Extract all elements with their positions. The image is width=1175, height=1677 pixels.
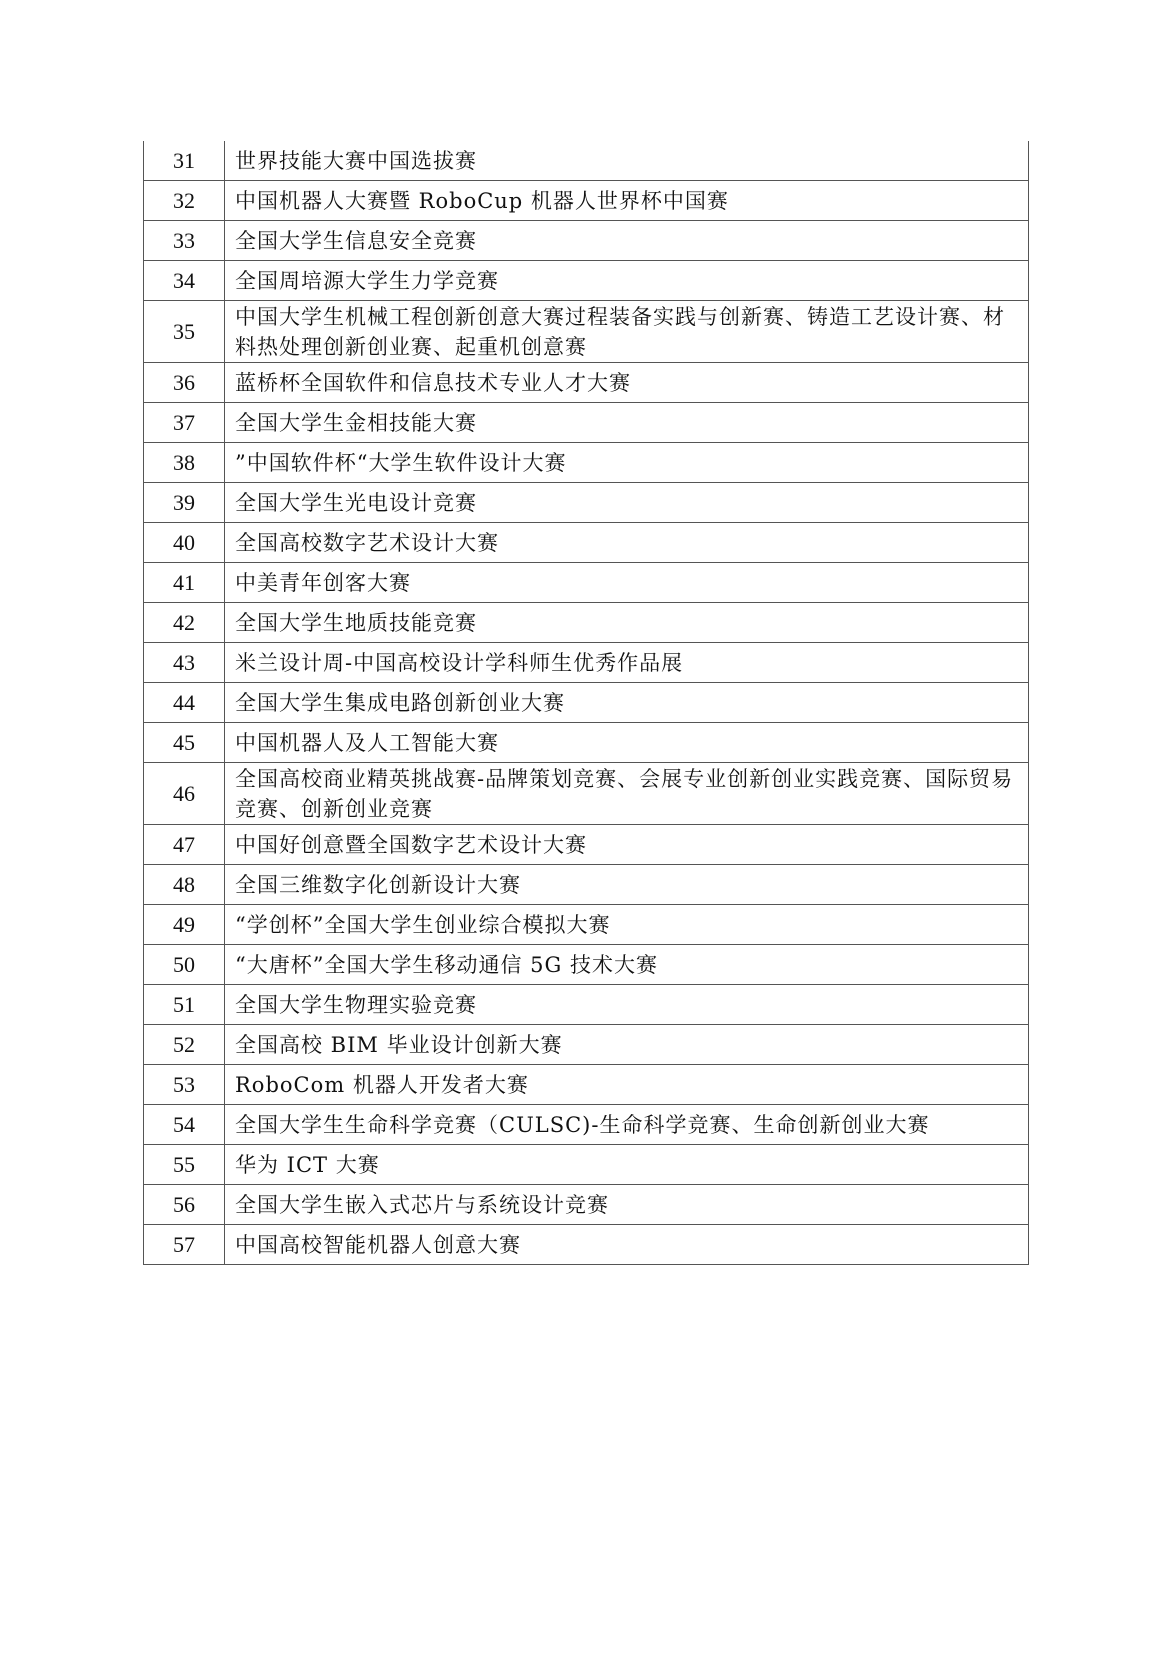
competition-name: 全国周培源大学生力学竞赛 — [225, 261, 1029, 301]
competition-name: 全国高校数字艺术设计大赛 — [225, 523, 1029, 563]
table-row — [144, 643, 1029, 683]
table-row — [144, 1225, 1029, 1265]
table-row — [144, 1105, 1029, 1145]
table-row — [144, 1065, 1029, 1105]
row-number: 53 — [144, 1065, 225, 1105]
competition-name: 全国大学生地质技能竞赛 — [225, 603, 1029, 643]
row-number: 36 — [144, 363, 225, 403]
row-number: 44 — [144, 683, 225, 723]
table-row — [144, 723, 1029, 763]
table-row — [144, 363, 1029, 403]
competition-table — [143, 141, 1029, 1265]
row-number: 37 — [144, 403, 225, 443]
table-row — [144, 403, 1029, 443]
table-row — [144, 483, 1029, 523]
competition-name: 全国大学生光电设计竞赛 — [225, 483, 1029, 523]
row-number: 52 — [144, 1025, 225, 1065]
row-number: 41 — [144, 563, 225, 603]
competition-name: “大唐杯”全国大学生移动通信 5G 技术大赛 — [225, 945, 1029, 985]
table-row — [144, 141, 1029, 181]
row-number: 40 — [144, 523, 225, 563]
table-row — [144, 563, 1029, 603]
row-number: 42 — [144, 603, 225, 643]
row-number: 48 — [144, 865, 225, 905]
row-number: 33 — [144, 221, 225, 261]
competition-name: 蓝桥杯全国软件和信息技术专业人才大赛 — [225, 363, 1029, 403]
row-number: 55 — [144, 1145, 225, 1185]
competition-name: 中国机器人大赛暨 RoboCup 机器人世界杯中国赛 — [225, 181, 1029, 221]
table-row — [144, 603, 1029, 643]
row-number: 45 — [144, 723, 225, 763]
table-row — [144, 301, 1029, 363]
competition-name: 中美青年创客大赛 — [225, 563, 1029, 603]
competition-name: 中国高校智能机器人创意大赛 — [225, 1225, 1029, 1265]
row-number: 32 — [144, 181, 225, 221]
row-number: 50 — [144, 945, 225, 985]
row-number: 57 — [144, 1225, 225, 1265]
competition-name: 全国三维数字化创新设计大赛 — [225, 865, 1029, 905]
table-row — [144, 443, 1029, 483]
table-row — [144, 985, 1029, 1025]
competition-name: 中国机器人及人工智能大赛 — [225, 723, 1029, 763]
row-number: 34 — [144, 261, 225, 301]
row-number: 46 — [144, 763, 225, 825]
table-row — [144, 1185, 1029, 1225]
row-number: 47 — [144, 825, 225, 865]
competition-name: 全国大学生嵌入式芯片与系统设计竞赛 — [225, 1185, 1029, 1225]
competition-name: 中国好创意暨全国数字艺术设计大赛 — [225, 825, 1029, 865]
row-number: 51 — [144, 985, 225, 1025]
row-number: 56 — [144, 1185, 225, 1225]
table-row — [144, 945, 1029, 985]
table-row — [144, 905, 1029, 945]
table-row — [144, 1025, 1029, 1065]
table-row — [144, 763, 1029, 825]
table-row — [144, 523, 1029, 563]
competition-name: 全国大学生信息安全竞赛 — [225, 221, 1029, 261]
row-number: 54 — [144, 1105, 225, 1145]
row-number: 38 — [144, 443, 225, 483]
competition-name: 全国大学生物理实验竞赛 — [225, 985, 1029, 1025]
table-row — [144, 1145, 1029, 1185]
row-number: 35 — [144, 301, 225, 363]
competition-name: 米兰设计周-中国高校设计学科师生优秀作品展 — [225, 643, 1029, 683]
table-row — [144, 261, 1029, 301]
competition-name: 全国大学生金相技能大赛 — [225, 403, 1029, 443]
competition-table-body — [144, 141, 1029, 1265]
competition-name: 世界技能大赛中国选拔赛 — [225, 141, 1029, 181]
competition-name: RoboCom 机器人开发者大赛 — [225, 1065, 1029, 1105]
competition-name: ”中国软件杯“大学生软件设计大赛 — [225, 443, 1029, 483]
competition-name: 全国大学生集成电路创新创业大赛 — [225, 683, 1029, 723]
competition-name: 全国大学生生命科学竞赛（CULSC)-生命科学竞赛、生命创新创业大赛 — [225, 1105, 1029, 1145]
row-number: 43 — [144, 643, 225, 683]
competition-name: “学创杯”全国大学生创业综合模拟大赛 — [225, 905, 1029, 945]
table-row — [144, 865, 1029, 905]
row-number: 39 — [144, 483, 225, 523]
competition-name: 全国高校 BIM 毕业设计创新大赛 — [225, 1025, 1029, 1065]
table-row — [144, 181, 1029, 221]
table-row — [144, 683, 1029, 723]
table-row — [144, 825, 1029, 865]
competition-name: 全国高校商业精英挑战赛-品牌策划竞赛、会展专业创新创业实践竞赛、国际贸易竞赛、创新创业竞赛 — [225, 763, 1029, 825]
table-row — [144, 221, 1029, 261]
row-number: 49 — [144, 905, 225, 945]
competition-name: 中国大学生机械工程创新创意大赛过程装备实践与创新赛、铸造工艺设计赛、材料热处理创新创业赛、起重机创意赛 — [225, 301, 1029, 363]
row-number: 31 — [144, 141, 225, 181]
competition-name: 华为 ICT 大赛 — [225, 1145, 1029, 1185]
